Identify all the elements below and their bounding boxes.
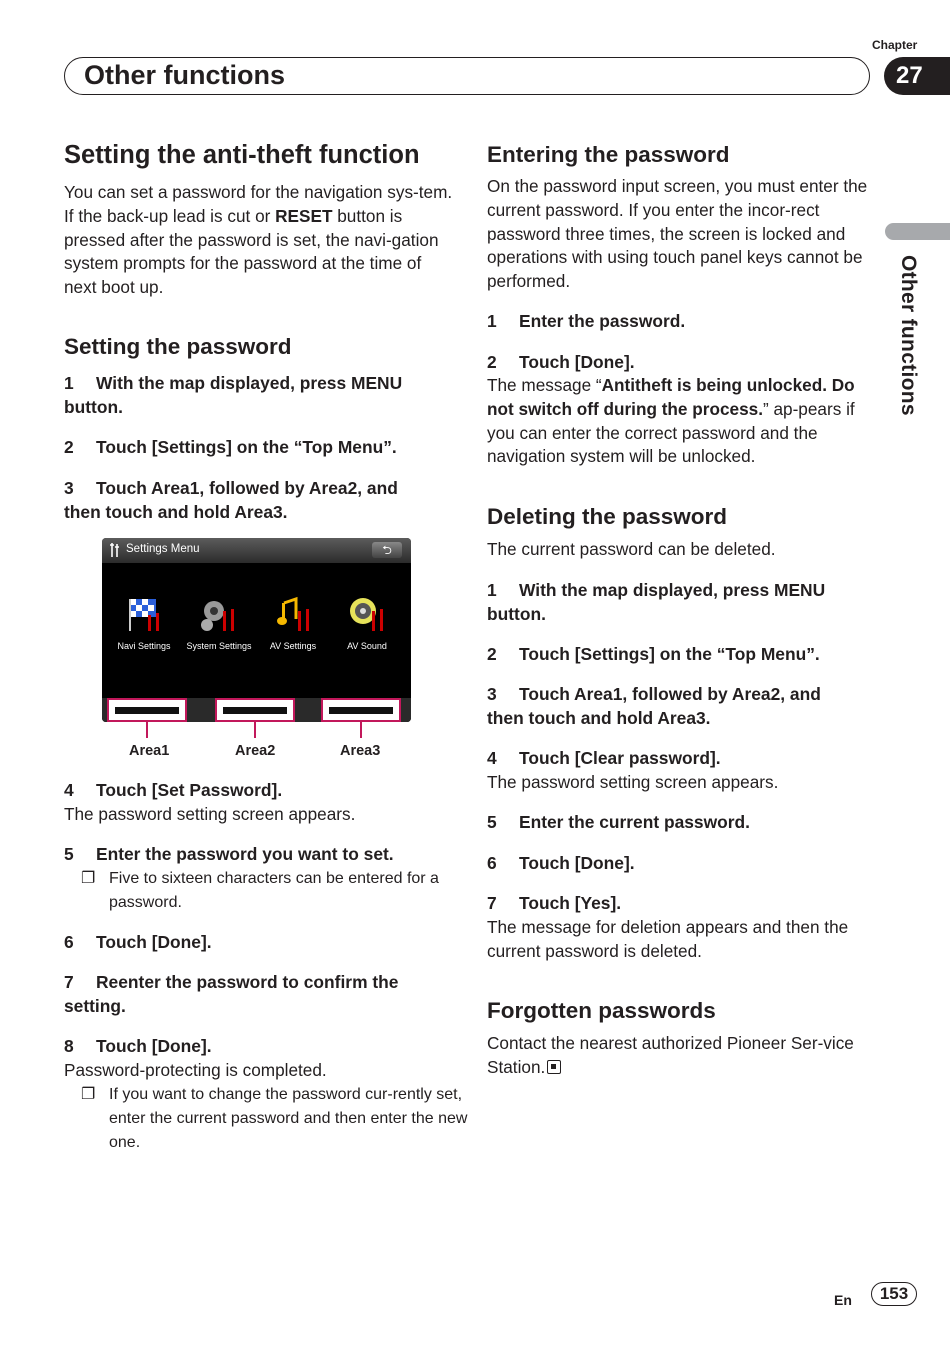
side-tab-marker (885, 223, 950, 240)
area2-box (215, 698, 295, 722)
navi-settings-icon (124, 595, 164, 635)
menu-label: System Settings (186, 641, 252, 651)
step-item: 2 Touch [Settings] on the “Top Menu”. (64, 437, 397, 457)
subsection-title: Setting the password (64, 334, 292, 359)
section-title: Setting the anti-theft function (64, 141, 420, 169)
entering-result: The message “Antitheft is being unlocked. Do not switch off during the process.” ap-pears if you can enter the correct password and the navigation system will be unlocked. (487, 375, 855, 467)
deleting-intro: The current password can be deleted. (487, 539, 776, 559)
screenshot-title: Settings Menu (126, 543, 200, 555)
step-item: 3 Touch Area1, followed by Area2, and then touch and hold Area3. (487, 684, 821, 728)
entering-title: Entering the password (487, 142, 730, 167)
chapter-number: 27 (884, 57, 950, 95)
forgotten-text: Contact the nearest authorized Pioneer Ser-vice Station. (487, 1033, 854, 1077)
step-item: 5 Enter the password you want to set. (64, 844, 394, 864)
step-result: The message for deletion appears and then the current password is deleted. (487, 917, 849, 961)
page-title: Other functions (84, 60, 285, 90)
system-settings-icon (199, 595, 239, 635)
av-settings-icon (274, 595, 314, 635)
av-sound-icon (348, 595, 388, 635)
step-item: 4 Touch [Clear password]. (487, 748, 721, 768)
settings-menu-screenshot (102, 538, 411, 722)
screenshot-titlebar (102, 538, 411, 563)
step-note: ❐ Five to sixteen characters can be entered for a password. (64, 867, 479, 915)
step-result: The password setting screen appears. (487, 772, 779, 792)
step-item: 1 Enter the password. (487, 311, 686, 331)
menu-label: AV Settings (269, 641, 317, 651)
language-label: En (834, 1292, 852, 1308)
area1-box (107, 698, 187, 722)
intro-paragraph: You can set a password for the navigation sys-tem. If the back-up lead is cut or RESET button is pressed after the password is set, the navi-gation system prompts for the password at the time of next boot up. (64, 182, 453, 298)
step-item: 2 Touch [Done]. (487, 352, 635, 372)
area2-label: Area2 (235, 743, 276, 759)
step-item: 2 Touch [Settings] on the “Top Menu”. (487, 644, 820, 664)
side-tab-text: Other functions (897, 255, 920, 416)
settings-tool-icon (110, 543, 120, 557)
step-item: 6 Touch [Done]. (64, 932, 212, 952)
step-item: 3 Touch Area1, followed by Area2, and then touch and hold Area3. (64, 478, 398, 522)
note-checkbox-icon: ❐ (81, 870, 96, 887)
area1-pointer (146, 722, 148, 738)
step-result: The password setting screen appears. (64, 804, 356, 824)
page-number: 153 (871, 1282, 917, 1306)
area2-pointer (254, 722, 256, 738)
chapter-label: Chapter (872, 38, 918, 52)
step-note: ❐ If you want to change the password cur-rently set, enter the current password and then enter the new one. (64, 1083, 489, 1154)
end-of-section-icon (547, 1060, 561, 1074)
forgotten-title: Forgotten passwords (487, 998, 716, 1023)
step-item: 1 With the map displayed, press MENU button. (64, 373, 403, 417)
step-result: Password-protecting is completed. (64, 1060, 327, 1080)
step-item: 8 Touch [Done]. (64, 1036, 212, 1056)
area1-label: Area1 (129, 743, 170, 759)
area3-pointer (360, 722, 362, 738)
menu-label: AV Sound (347, 641, 387, 651)
entering-intro: On the password input screen, you must enter the current password. If you enter the incor-rect password three times, the screen is locked and operations with using touch panel keys cannot be performed. (487, 176, 868, 292)
back-button: ⮌ (372, 542, 402, 558)
note-checkbox-icon: ❐ (81, 1086, 96, 1103)
step-item: 6 Touch [Done]. (487, 853, 635, 873)
step-item: 7 Touch [Yes]. (487, 893, 622, 913)
area3-label: Area3 (340, 743, 381, 759)
step-item: 1 With the map displayed, press MENU button. (487, 580, 826, 624)
area3-box (321, 698, 401, 722)
step-item: 7 Reenter the password to confirm the setting. (64, 972, 399, 1016)
step-item: 4 Touch [Set Password]. (64, 780, 283, 800)
deleting-title: Deleting the password (487, 504, 728, 529)
step-item: 5 Enter the current password. (487, 812, 750, 832)
menu-label: Navi Settings (117, 641, 171, 651)
